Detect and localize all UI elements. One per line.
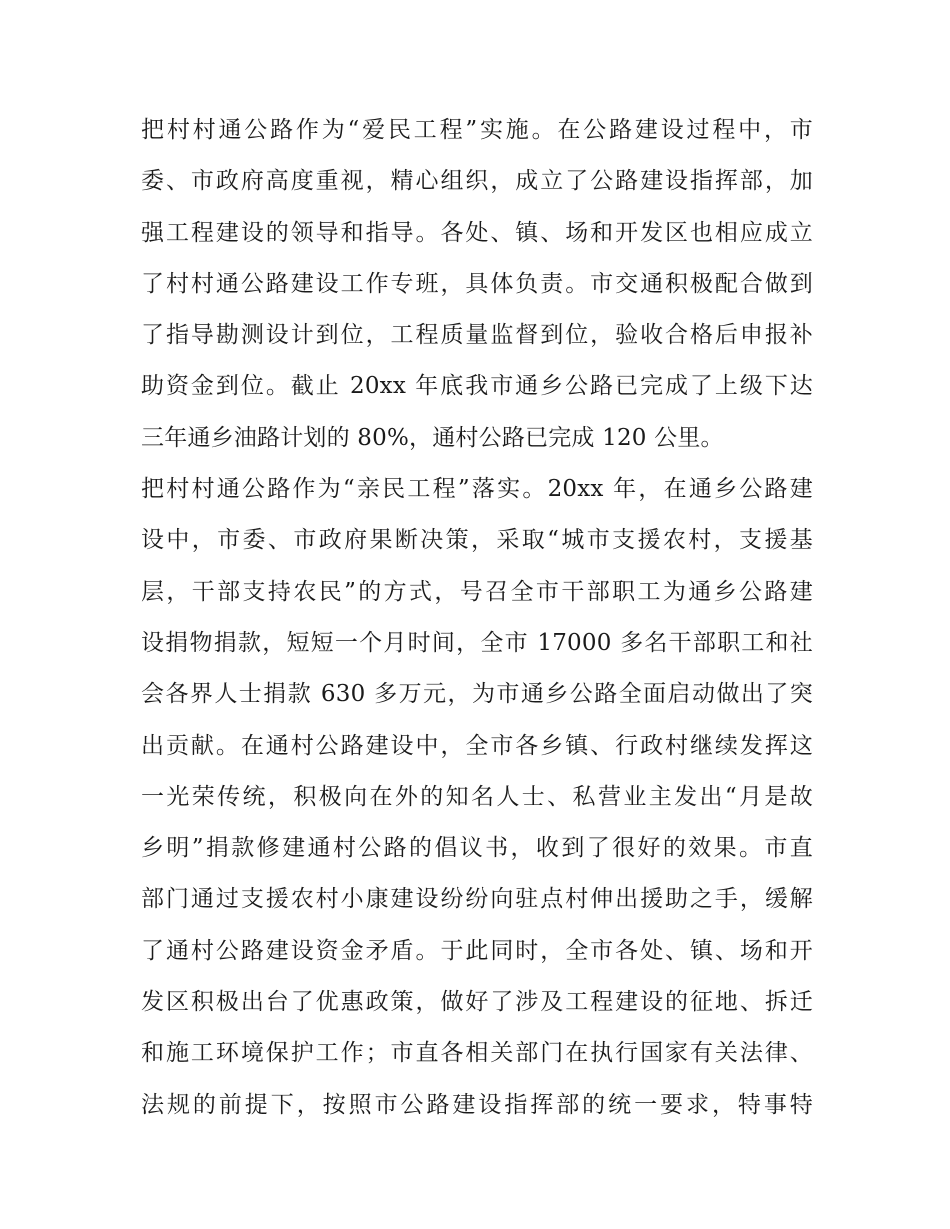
text-line: 出贡献。在通村公路建设中，全市各乡镇、行政村继续发挥这 — [141, 732, 813, 759]
text-line: 会各界人士捐款 630 多万元，为市通乡公路全面启动做出了突 — [141, 681, 813, 708]
text-line: 部门通过支援农村小康建设纷纷向驻点村伸出援助之手，缓解 — [141, 886, 813, 913]
text-line: 了指导勘测设计到位，工程质量监督到位，验收合格后申报补 — [141, 322, 813, 349]
text-line: 乡明”捐款修建通村公路的倡议书，收到了很好的效果。市直 — [141, 835, 813, 862]
document-body — [141, 105, 813, 1131]
text-line: 法规的前提下，按照市公路建设指挥部的统一要求，特事特 — [141, 1091, 813, 1118]
text-line: 把村村通公路作为“亲民工程”落实。20xx 年，在通乡公路建 — [141, 476, 813, 503]
text-line: 设捐物捐款，短短一个月时间，全市 17000 多名干部职工和社 — [141, 629, 813, 656]
text-line: 设中，市委、市政府果断决策，采取“城市支援农村，支援基 — [141, 527, 813, 554]
text-line: 助资金到位。截止 20xx 年底我市通乡公路已完成了上级下达 — [141, 373, 813, 400]
text-line: 层，干部支持农民”的方式，号召全市干部职工为通乡公路建 — [141, 578, 813, 605]
paragraph-aimin — [141, 105, 813, 464]
text-line: 了通村公路建设资金矛盾。于此同时，全市各处、镇、场和开 — [141, 937, 813, 964]
text-line: 了村村通公路建设工作专班，具体负责。市交通积极配合做到 — [141, 270, 813, 297]
text-line: 把村村通公路作为“爱民工程”实施。在公路建设过程中，市 — [141, 117, 813, 143]
paragraph-qinmin — [141, 464, 813, 1131]
text-line: 和施工环境保护工作；市直各相关部门在执行国家有关法律、 — [141, 1040, 813, 1067]
text-line: 委、市政府高度重视，精心组织，成立了公路建设指挥部，加 — [141, 168, 813, 195]
text-line: 发区积极出台了优惠政策，做好了涉及工程建设的征地、拆迁 — [141, 989, 813, 1016]
text-line: 一光荣传统，积极向在外的知名人士、私营业主发出“月是故 — [141, 783, 813, 810]
text-line: 强工程建设的领导和指导。各处、镇、场和开发区也相应成立 — [141, 219, 813, 246]
text-line: 三年通乡油路计划的 80%，通村公路已完成 120 公里。 — [141, 424, 724, 451]
